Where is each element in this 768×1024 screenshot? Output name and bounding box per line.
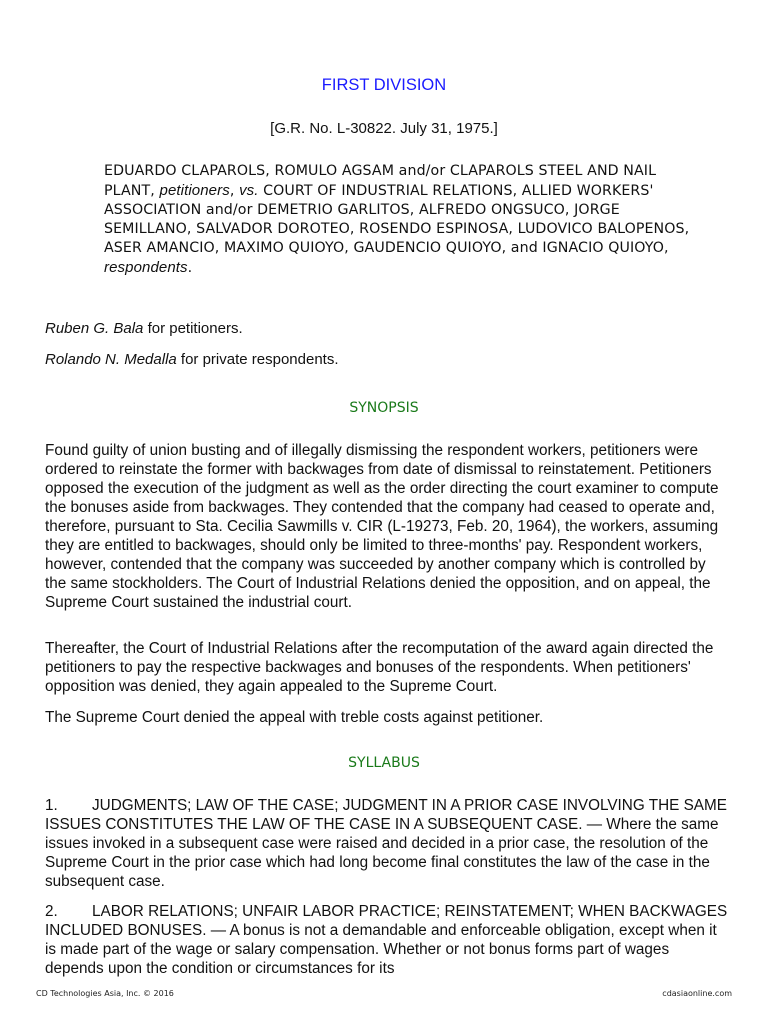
syllabus-item-text: JUDGMENTS; LAW OF THE CASE; JUDGMENT IN A PRIOR CASE INVOLVING THE SAME ISSUES CONSTITUTES THE LAW OF THE CASE IN A SUBSEQUENT CASE. — Where the same issues invoked in a subsequent case were raised and decided in a prior case, the resolution of the Supreme Court in the prior case which had long become final constitutes the law of the case in the subsequent case. <box>45 797 727 890</box>
synopsis-heading: SYNOPSIS <box>349 400 419 416</box>
counsel-name: Ruben G. Bala <box>45 320 144 337</box>
syllabus-item <box>45 796 729 891</box>
syllabus-item <box>45 902 729 978</box>
division-title: FIRST DIVISION <box>321 76 447 94</box>
syllabus-item-number: 2. <box>45 903 58 920</box>
versus-label: vs. <box>239 182 259 199</box>
counsel-petitioners <box>45 320 735 337</box>
footer-copyright: CD Technologies Asia, Inc. © 2016 <box>36 989 174 998</box>
counsel-role: for petitioners. <box>147 320 243 337</box>
counsel-respondents <box>45 351 735 368</box>
synopsis-paragraph: The Supreme Court denied the appeal with treble costs against petitioner. <box>45 709 544 726</box>
synopsis-paragraph: Thereafter, the Court of Industrial Relations after the recomputation of the award again directed the petitioners to pay the respective backwages and bonuses of the respondents. When petitioners' opposition was denied, they again appealed to the Supreme Court. <box>45 640 714 695</box>
syllabus-item-text: LABOR RELATIONS; UNFAIR LABOR PRACTICE; REINSTATEMENT; WHEN BACKWAGES INCLUDED BONUSES. — A bonus is not a demandable and enforceable obligation, except when it is made part of the wage or salary compensation. Whether or not bonus forms part of wages depends upon the condition or circumstances for its <box>45 903 728 977</box>
case-number: [G.R. No. L-30822. July 31, 1975.] <box>270 120 498 137</box>
syllabus-heading: SYLLABUS <box>348 755 420 771</box>
counsel-name: Rolando N. Medalla <box>45 351 177 368</box>
petitioners-names: EDUARDO CLAPAROLS, ROMULO AGSAM and/or CLAPAROLS STEEL AND NAIL PLANT <box>104 163 657 199</box>
footer-website[interactable]: cdasiaonline.com <box>662 989 732 998</box>
petitioners-label: petitioners <box>159 182 230 199</box>
syllabus-item-number: 1. <box>45 797 58 814</box>
respondents-names: COURT OF INDUSTRIAL RELATIONS, ALLIED WORKERS' ASSOCIATION and/or DEMETRIO GARLITOS, ALFREDO ONGSUCO, JORGE SEMILLANO, SALVADOR DOROTEO, ROSENDO ESPINOSA, LUDOVICO BALOPENOS, ASER AMANCIO, MAXIMO QUIOYO, GAUDENCIO QUIOYO, and IGNACIO QUIOYO <box>104 183 690 256</box>
counsel-role: for private respondents. <box>180 351 339 368</box>
case-parties: EDUARDO CLAPAROLS, ROMULO AGSAM and/or CLAPAROLS STEEL AND NAIL PLANT, petitioners, vs. COURT OF INDUSTRIAL RELATIONS, ALLIED WORKERS' ASSOCIATION and/or DEMETRIO GARLITOS, ALFREDO ONGSUCO, JORGE SEMILLANO, SALVADOR DOROTEO, ROSENDO ESPINOSA, LUDOVICO BALOPENOS, ASER AMANCIO, MAXIMO QUIOYO, GAUDENCIO QUIOYO, and IGNACIO QUIOYO, respondents. <box>104 163 690 276</box>
respondents-label: respondents <box>104 259 188 276</box>
synopsis-paragraph: Found guilty of union busting and of illegally dismissing the respondent workers, petitioners were ordered to reinstate the former with backwages from date of dismissal to reinstatement. Petitioners opposed the execution of the judgment as well as the order directing the court examiner to compute the bonuses aside from backwages. They contended that the company had ceased to operate and, therefore, pursuant to Sta. Cecilia Sawmills v. CIR (L-19273, Feb. 20, 1964), the workers, assuming they are entitled to backwages, should only be limited to three-months' pay. Respondent workers, however, contended that the company was succeeded by another company which is controlled by the same stockholders. The Court of Industrial Relations denied the opposition, and on appeal, the Supreme Court sustained the industrial court. <box>45 442 719 611</box>
